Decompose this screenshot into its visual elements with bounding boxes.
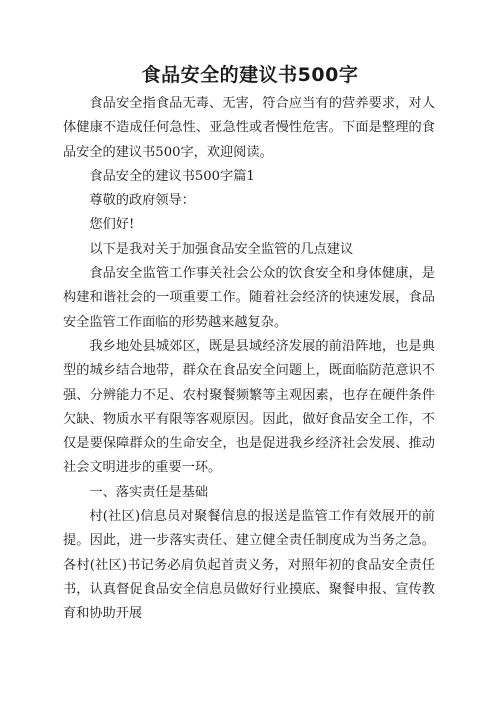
document-title: 食品安全的建议书500字 bbox=[141, 64, 359, 86]
paragraph-lead: 以下是我对关于加强食品安全监管的几点建议 bbox=[89, 241, 354, 257]
paragraph-responsibility: 村(社区)信息员对聚餐信息的报送是监管工作有效展开的前提。因此，进一步落实责任、建立健全责任制度成为当务之急。各村(社区)书记务必肩负起首责义务，对照年初的食品安全责任书，认真督促食品安全信息员做好行业摸底、聚餐申报、宣传教育和协助开展 bbox=[63, 509, 435, 622]
paragraph-importance: 食品安全监管工作事关社会公众的饮食安全和身体健康，是构建和谐社会的一项重要工作。随着社会经济的快速发展，食品安全监管工作面临的形势越来越复杂。 bbox=[63, 266, 435, 330]
paragraph-local-situation: 我乡地处县城郊区，既是县域经济发展的前沿阵地，也是典型的城乡结合地带，群众在食品安全问题上，既面临防范意识不强、分辨能力不足、农村聚餐频繁等主观因素，也存在硬件条件欠缺、物质水平有限等客观原因。因此，做好食品安全工作，不仅是要保障群众的生命安全，也是促进我乡经济社会发展、推动社会文明进步的重要一环。 bbox=[63, 338, 435, 476]
greeting: 您们好! bbox=[89, 217, 135, 233]
section-heading: 食品安全的建议书500字篇1 bbox=[89, 168, 255, 184]
subheading-responsibility: 一、落实责任是基础 bbox=[89, 484, 209, 500]
paragraph-intro: 食品安全指食品无毒、无害，符合应当有的营养要求，对人体健康不造成任何急性、亚急性或者慢性危害。下面是整理的食品安全的建议书500字，欢迎阅读。 bbox=[63, 96, 435, 160]
salutation: 尊敬的政府领导： bbox=[89, 193, 195, 209]
document-body bbox=[63, 92, 435, 627]
